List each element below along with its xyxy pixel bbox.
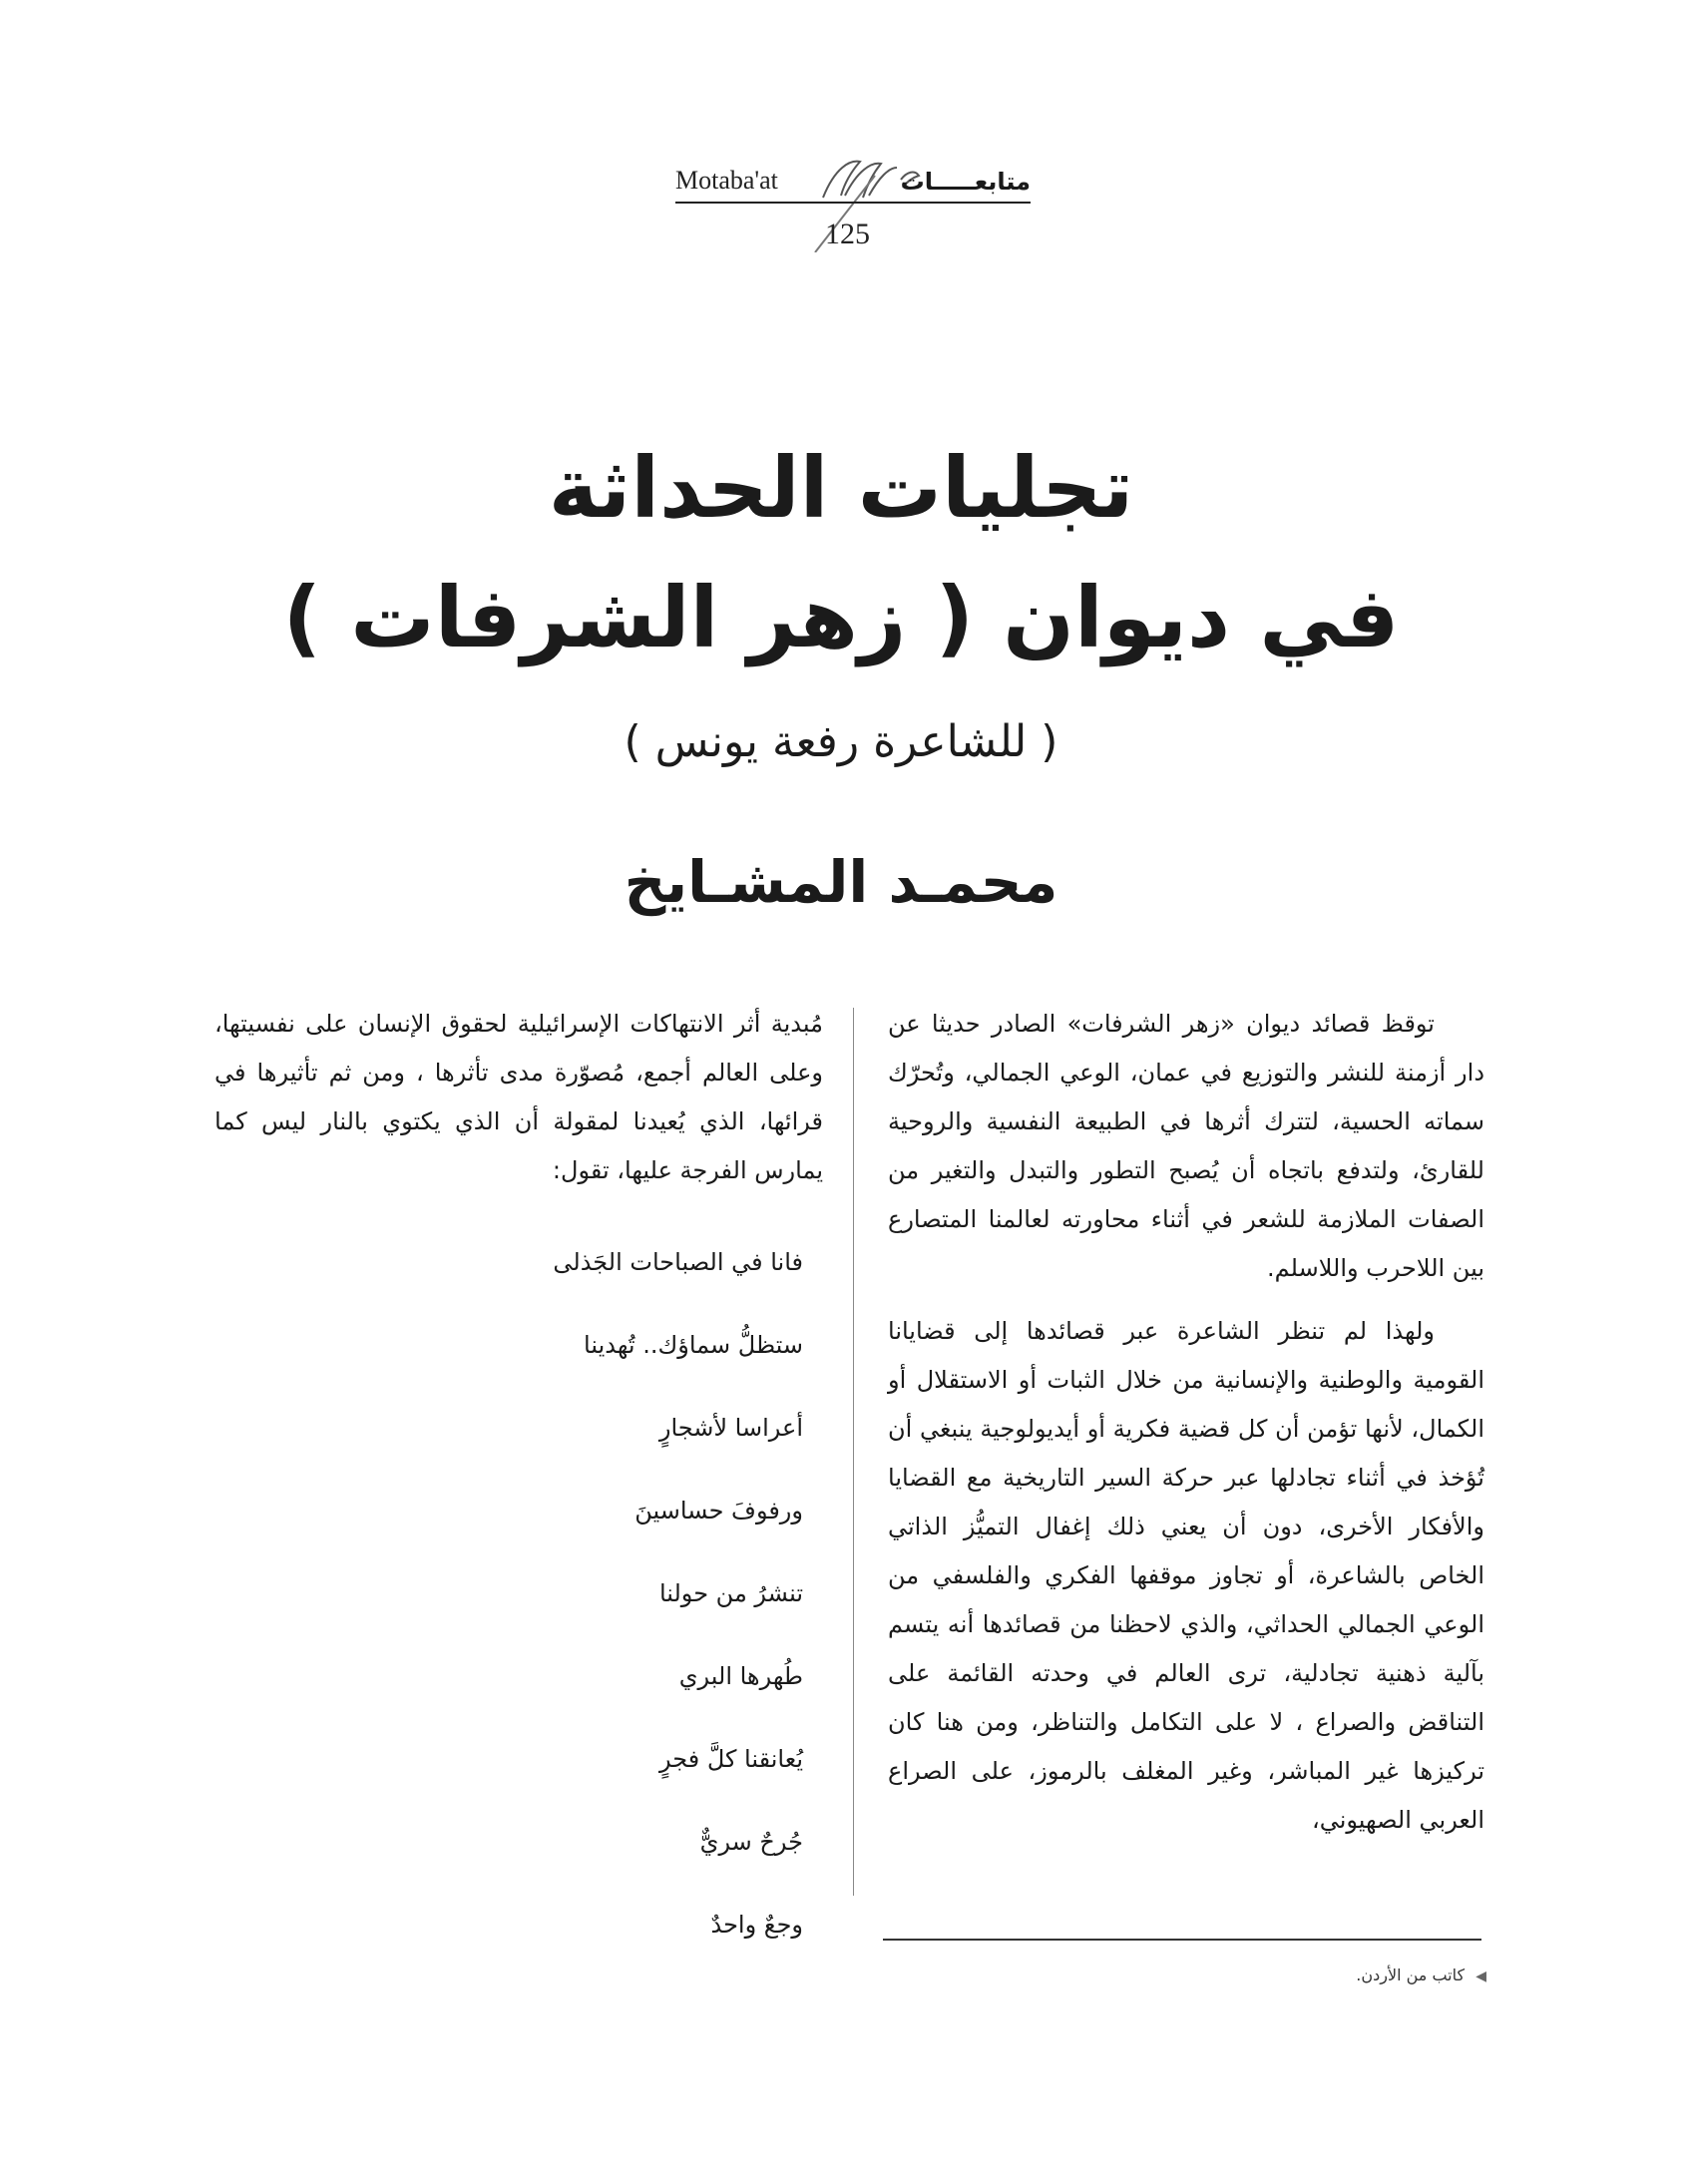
article-author: محمـد المشـايخ <box>624 848 1058 916</box>
paragraph: توقظ قصائد ديوان «زهر الشرفات» الصادر حديثا عن دار أزمنة للنشر والتوزيع في عمان، الوعي الجمالي، وتُحرّك سماته الحسية، لتترك أثرها في الطبيعة النفسية والروحية للقارئ، ولتدفع باتجاه أن يُصبح التطور والتبدل والتغير من الصفات الملازمة للشعر في أثناء محاورته لعالمنا المتصارع بين اللاحرب واللاسلم. <box>888 1010 1484 1282</box>
poem-line: وجعٌ واحدٌ <box>710 1911 803 1939</box>
poem-line: طُهرها البري <box>678 1662 803 1690</box>
article-subtitle: ( للشاعرة رفعة يونس ) <box>624 716 1058 767</box>
arabic-section-label: متابعـــــات <box>900 168 1031 196</box>
paragraph: مُبدية أثر الانتهاكات الإسرائيلية لحقوق الإنسان على نفسيتها، وعلى العالم أجمع، مُصوّرة مدى تأثرها ، ومن ثم تأثيرها في قرائها، الذي يُعيدنا لمقولة أن الذي يكتوي بالنار ليس كما يمارس الفرجة عليها، تقول: <box>214 1010 823 1184</box>
footnote-text: كاتب من الأردن. <box>1356 1966 1466 1984</box>
page-number: 125 <box>825 218 870 250</box>
column-divider <box>853 1008 854 1896</box>
poem-line: جُرحٌ سريٌّ <box>699 1828 803 1856</box>
page-header <box>675 158 1031 252</box>
latin-section-label: Motaba'at <box>675 166 778 195</box>
paragraph: ولهذا لم تنظر الشاعرة عبر قصائدها إلى قضايانا القومية والوطنية والإنسانية من خلال الثبات أو الاستقلال أو الكمال، لأنها تؤمن أن كل قضية فكرية أو أيديولوجية ينبغي أن تُؤخذ في أثناء تجادلها عبر حركة السير التاريخية مع القضايا والأفكار الأخرى، دون أن يعني ذلك إغفال التميُّز الذاتي الخاص بالشاعرة، أو تجاوز موقفها الفكري والفلسفي من الوعي الجمالي الحداثي، والذي لاحظنا من قصائدها أنه يتسم بآلية ذهنية تجادلية، ترى العالم في وحدته القائمة على التناقض والصراع ، لا على التكامل والتناظر، ومن هنا كان تركيزها غير المباشر، وغير المغلف بالرموز، على الصراع العربي الصهيوني، <box>888 1317 1484 1834</box>
footnote-rule <box>883 1939 1481 1941</box>
text-column-left <box>214 1000 823 1966</box>
poem-line: تنشرُ من حولنا <box>658 1579 803 1607</box>
poem-line: فانا في الصباحات الجَذلى <box>553 1248 803 1276</box>
poem-line: ستظلُّ سماؤك.. تُهدينا <box>584 1331 803 1359</box>
poem-line: أعراسا لأشجارٍ <box>658 1414 803 1442</box>
triangle-marker-icon: ◀ <box>1475 1968 1486 1984</box>
poem-line: يُعانقنا كلَّ فجرٍ <box>658 1745 803 1773</box>
article-title-line1: تجليات الحداثة <box>548 439 1134 537</box>
text-column-right <box>888 1000 1484 1845</box>
poem <box>214 1221 823 1966</box>
footnote <box>1337 1966 1486 1984</box>
article-title-line2: في ديوان ( زهر الشرفات ) <box>282 569 1400 666</box>
poem-line: ورفوفَ حساسينَ <box>634 1497 803 1525</box>
